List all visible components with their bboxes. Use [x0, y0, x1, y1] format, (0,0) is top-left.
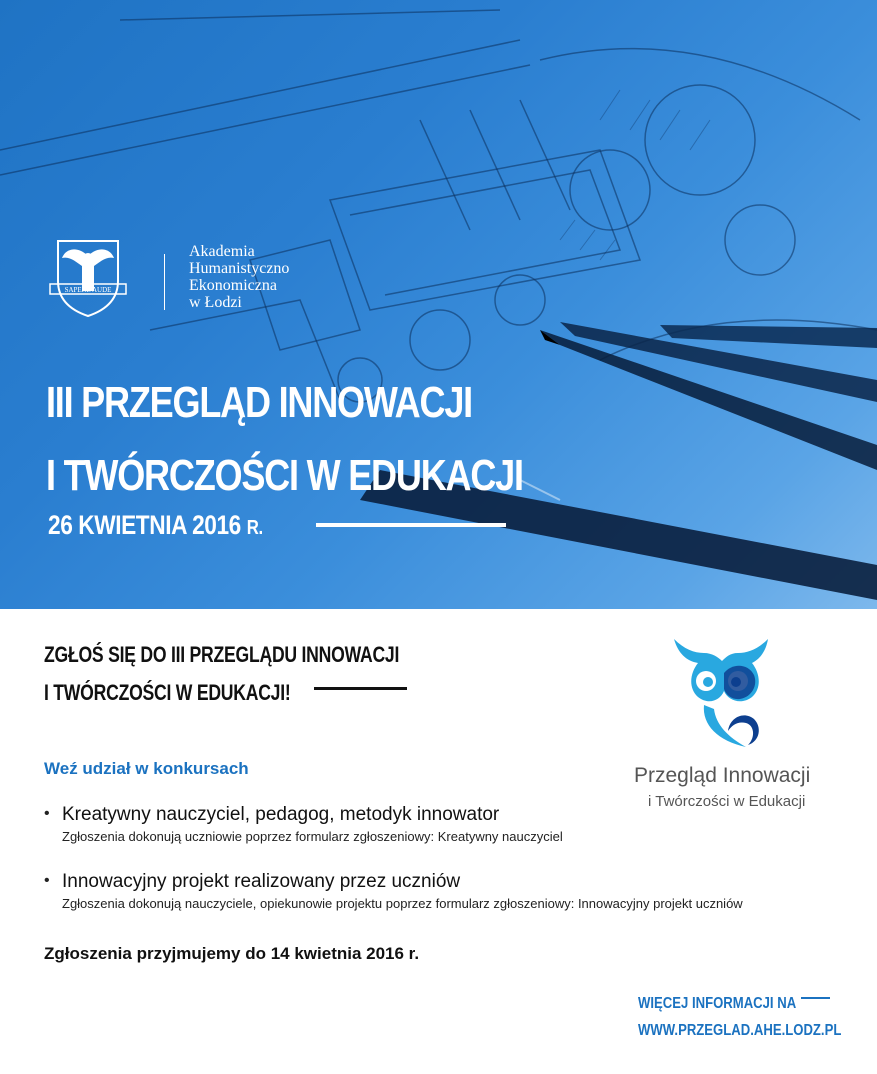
brand-name-line2: i Twórczości w Edukacji [648, 793, 806, 810]
university-name-line3: Ekonomiczna [189, 277, 277, 294]
contest-name: Kreatywny nauczyciel, pedagog, metodyk innowator [62, 804, 500, 825]
university-logo [48, 236, 318, 326]
event-date-value: 26 KWIETNIA 2016 [48, 510, 241, 540]
event-title-line2: I TWÓRCZOŚCI W EDUKACJI [46, 451, 523, 500]
cta-divider [314, 687, 407, 690]
university-name-line1: Akademia [189, 243, 255, 260]
university-name [189, 243, 289, 311]
university-crest-icon [48, 236, 128, 321]
event-date-suffix: R. [246, 517, 263, 539]
logo-divider [164, 254, 165, 310]
cta-line1: ZGŁOŚ SIĘ DO III PRZEGLĄDU INNOWACJI [44, 642, 400, 667]
contest-description: Zgłoszenia dokonują nauczyciele, opiekunowie projektu poprzez formularz zgłoszeniowy: Innowacyjny projekt uczniów [62, 896, 743, 911]
more-info-label: WIĘCEJ INFORMACJI NA [638, 995, 797, 1012]
contests-heading: Weź udział w konkursach [44, 759, 249, 778]
event-title-line1: III PRZEGLĄD INNOWACJI [46, 378, 472, 427]
cta-line2: I TWÓRCZOŚCI W EDUKACJI! [44, 680, 291, 705]
call-to-action-heading [44, 636, 399, 712]
contest-name: Innowacyjny projekt realizowany przez uczniów [62, 871, 461, 892]
date-divider [316, 523, 506, 527]
contest-description: Zgłoszenia dokonują uczniowie poprzez formularz zgłoszeniowy: Kreatywny nauczyciel [62, 829, 563, 844]
event-date [48, 510, 263, 541]
brand-name-line1: Przegląd Innowacji [634, 764, 811, 787]
event-title [46, 366, 523, 512]
owl-logo-icon [668, 633, 773, 751]
bullet: • [44, 872, 50, 889]
crest-motto: SAPERE AUDE [64, 286, 112, 294]
university-name-line2: Humanistyczno [189, 260, 290, 277]
submission-deadline: Zgłoszenia przyjmujemy do 14 kwietnia 2016 r. [44, 944, 420, 963]
bullet: • [44, 805, 50, 822]
university-name-line4: w Łodzi [189, 294, 242, 311]
website-link[interactable]: WWW.PRZEGLAD.AHE.LODZ.PL [638, 1022, 842, 1039]
more-info-divider [801, 997, 830, 999]
